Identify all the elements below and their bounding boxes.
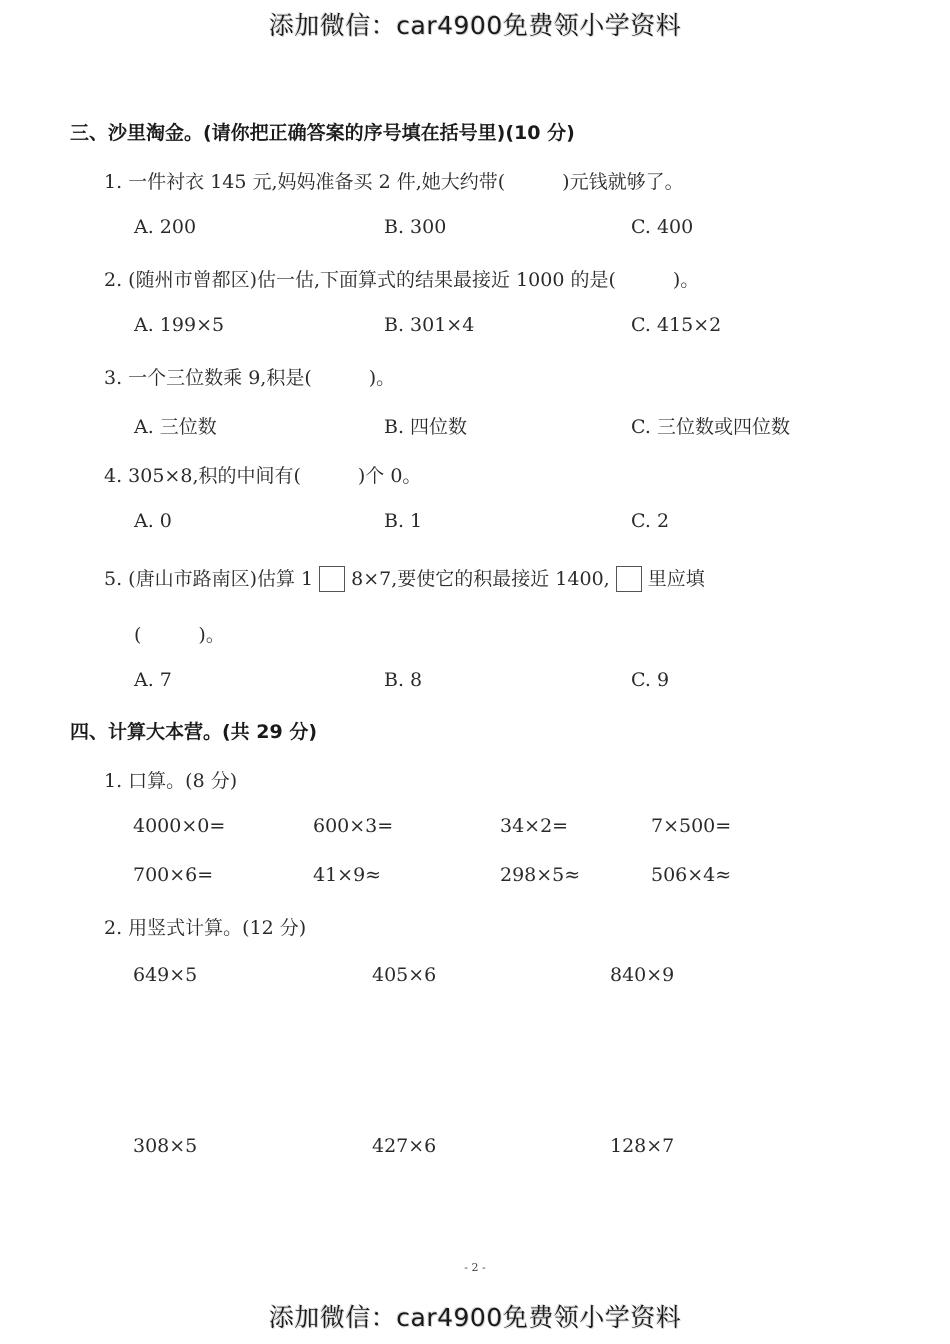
vertical-calc-item: 405×6 xyxy=(372,964,437,986)
oral-calc-item: 506×4≈ xyxy=(651,864,732,886)
q5-text-part1: 5. (唐山市路南区)估算 1 xyxy=(104,568,314,590)
question-5-line2: ( )。 xyxy=(134,624,225,646)
question-1: 1. 一件衬衣 145 元,妈妈准备买 2 件,她大约带( )元钱就够了。 xyxy=(104,171,684,193)
q4-option-c: C. 2 xyxy=(631,510,670,532)
q3-option-b: B. 四位数 xyxy=(384,416,468,438)
oral-calc-item: 700×6= xyxy=(133,864,214,886)
q5-text-part2: 8×7,要使它的积最接近 1400, xyxy=(351,568,610,590)
page-number: - 2 - xyxy=(464,1261,486,1274)
answer-box[interactable] xyxy=(319,566,345,592)
q5-option-c: C. 9 xyxy=(631,669,670,691)
vertical-calc-item: 840×9 xyxy=(610,964,675,986)
q3-option-c: C. 三位数或四位数 xyxy=(631,416,790,438)
section-4-title: 四、计算大本营。(共 29 分) xyxy=(70,721,318,743)
oral-calc-item: 600×3= xyxy=(313,815,394,837)
oral-calc-item: 4000×0= xyxy=(133,815,226,837)
oral-calc-item: 298×5≈ xyxy=(500,864,581,886)
q4-option-a: A. 0 xyxy=(134,510,172,532)
question-3: 3. 一个三位数乘 9,积是( )。 xyxy=(104,367,396,389)
question-4: 4. 305×8,积的中间有( )个 0。 xyxy=(104,465,422,487)
section-3-title: 三、沙里淘金。(请你把正确答案的序号填在括号里)(10 分) xyxy=(70,122,575,144)
q2-option-c: C. 415×2 xyxy=(631,314,722,336)
q5-option-a: A. 7 xyxy=(134,669,172,691)
answer-box[interactable] xyxy=(616,566,642,592)
vertical-calc-item: 128×7 xyxy=(610,1135,675,1157)
oral-calc-item: 34×2= xyxy=(500,815,569,837)
vertical-calc-item: 308×5 xyxy=(133,1135,198,1157)
question-2: 2. (随州市曾都区)估一估,下面算式的结果最接近 1000 的是( )。 xyxy=(104,269,700,291)
subsection-oral-calc: 1. 口算。(8 分) xyxy=(104,770,238,792)
q4-option-b: B. 1 xyxy=(384,510,423,532)
q2-option-b: B. 301×4 xyxy=(384,314,475,336)
q1-option-b: B. 300 xyxy=(384,216,447,238)
q2-option-a: A. 199×5 xyxy=(134,314,225,336)
q1-option-c: C. 400 xyxy=(631,216,694,238)
faded-header-text xyxy=(0,40,950,52)
q5-text-part3: 里应填 xyxy=(647,568,705,590)
oral-calc-item: 41×9≈ xyxy=(313,864,382,886)
q5-option-b: B. 8 xyxy=(384,669,423,691)
vertical-calc-item: 427×6 xyxy=(372,1135,437,1157)
subsection-vertical-calc: 2. 用竖式计算。(12 分) xyxy=(104,917,307,939)
vertical-calc-item: 649×5 xyxy=(133,964,198,986)
q1-option-a: A. 200 xyxy=(134,216,197,238)
watermark-top: 添加微信：car4900免费领小学资料 xyxy=(268,11,682,40)
oral-calc-item: 7×500= xyxy=(651,815,732,837)
watermark-bottom: 添加微信：car4900免费领小学资料 xyxy=(268,1303,682,1332)
q3-option-a: A. 三位数 xyxy=(134,416,217,438)
question-5 xyxy=(104,564,705,592)
